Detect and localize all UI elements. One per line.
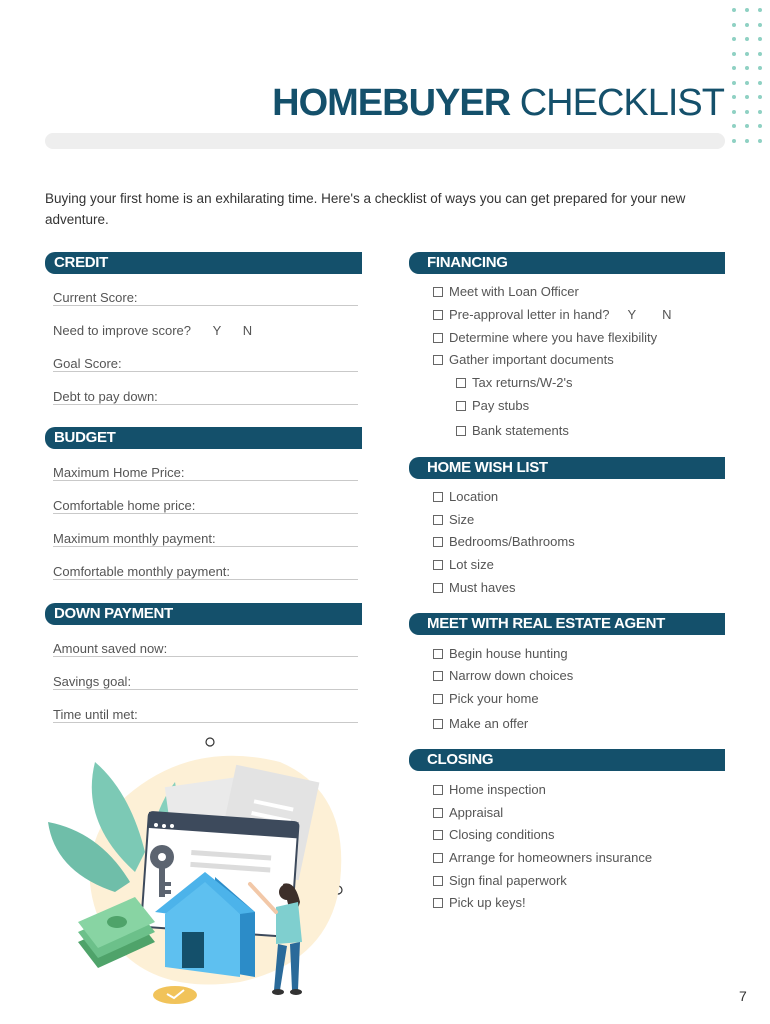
checklist-subitem[interactable]	[456, 375, 573, 390]
checklist-item[interactable]	[433, 512, 474, 527]
decorative-dot	[732, 124, 736, 128]
checklist-item[interactable]	[433, 307, 672, 322]
item-label: Narrow down choices	[449, 668, 574, 683]
checklist-item[interactable]	[433, 668, 573, 683]
field-label: Current Score:	[53, 290, 138, 305]
intro-text: Buying your first home is an exhilarating time. Here's a checklist of ways you can get prepared for your new adventure.	[45, 191, 686, 227]
decorative-dot	[745, 95, 749, 99]
decorative-dot	[732, 95, 736, 99]
checklist-item[interactable]	[433, 895, 526, 910]
fill-in-line	[53, 404, 358, 405]
budget-max-price-field[interactable]	[53, 463, 358, 483]
checkbox-icon[interactable]	[433, 808, 443, 818]
checklist-item[interactable]	[433, 580, 515, 595]
decorative-dot	[745, 124, 749, 128]
fill-in-line	[53, 656, 358, 657]
decorative-dot	[758, 124, 762, 128]
item-label: Bedrooms/Bathrooms	[449, 534, 575, 549]
decorative-dot	[758, 139, 762, 143]
checkbox-icon[interactable]	[433, 583, 443, 593]
decorative-dot	[758, 23, 762, 27]
checklist-item[interactable]	[433, 352, 614, 367]
checkbox-icon[interactable]	[433, 287, 443, 297]
checkbox-icon[interactable]	[433, 898, 443, 908]
decorative-dot	[758, 66, 762, 70]
item-label: Pick up keys!	[449, 895, 526, 910]
item-label: Determine where you have flexibility	[449, 330, 658, 345]
budget-header: BUDGET	[45, 427, 362, 449]
agent-header: MEET WITH REAL ESTATE AGENT	[409, 613, 725, 635]
item-label: Meet with Loan Officer	[449, 284, 579, 299]
checkbox-icon[interactable]	[456, 426, 466, 436]
decorative-dot	[745, 37, 749, 41]
page-title	[272, 82, 724, 125]
checklist-item[interactable]	[433, 850, 652, 865]
decorative-dot	[745, 110, 749, 114]
decorative-dot	[758, 95, 762, 99]
wish-list-header: HOME WISH LIST	[409, 457, 725, 479]
fill-in-line	[53, 371, 358, 372]
credit-current-score-field[interactable]	[53, 288, 358, 308]
decorative-dot	[758, 81, 762, 85]
checkbox-icon[interactable]	[433, 694, 443, 704]
decorative-dot	[732, 23, 736, 27]
field-label: Maximum monthly payment:	[53, 531, 216, 546]
decorative-dot	[732, 8, 736, 12]
item-label: Location	[449, 489, 499, 504]
field-label: Debt to pay down:	[53, 389, 158, 404]
decorative-dot	[732, 139, 736, 143]
no-option[interactable]: N	[662, 307, 672, 322]
checklist-subitem[interactable]	[456, 398, 529, 413]
down-payment-time-field[interactable]	[53, 705, 358, 725]
title-underline-bar	[45, 133, 725, 149]
checklist-item[interactable]	[433, 782, 546, 797]
item-label: Pick your home	[449, 691, 539, 706]
decorative-dot-grid	[728, 6, 768, 154]
credit-improve-score-field[interactable]	[53, 321, 358, 341]
credit-debt-field[interactable]	[53, 387, 358, 407]
decorative-dot	[732, 110, 736, 114]
checklist-item[interactable]	[433, 557, 494, 572]
checklist-item[interactable]	[433, 716, 528, 731]
decorative-dot	[745, 23, 749, 27]
item-label: Sign final paperwork	[449, 873, 567, 888]
item-label: Size	[449, 512, 475, 527]
checklist-subitem[interactable]	[456, 423, 569, 438]
page-number: 7	[739, 988, 747, 1004]
coin-icon	[153, 986, 197, 1004]
budget-comfortable-price-field[interactable]	[53, 496, 358, 516]
fill-in-line	[53, 722, 358, 723]
field-label: Comfortable monthly payment:	[53, 564, 231, 579]
item-label: Home inspection	[449, 782, 546, 797]
decorative-dot	[745, 66, 749, 70]
item-label: Must haves	[449, 580, 516, 595]
down-payment-goal-field[interactable]	[53, 672, 358, 692]
checkbox-icon[interactable]	[433, 492, 443, 502]
improve-score-label: Need to improve score?	[53, 323, 192, 338]
fill-in-line	[53, 513, 358, 514]
decorative-dot	[745, 81, 749, 85]
decorative-dot	[732, 37, 736, 41]
field-label: Goal Score:	[53, 356, 122, 371]
item-label: Closing conditions	[449, 827, 555, 842]
decorative-dot	[732, 52, 736, 56]
page-title-bold: HOMEBUYER	[272, 82, 511, 124]
down-payment-saved-field[interactable]	[53, 639, 358, 659]
homebuyer-illustration	[40, 732, 370, 1012]
checklist-item[interactable]	[433, 873, 567, 888]
decorative-dot	[732, 81, 736, 85]
checkbox-icon[interactable]	[433, 830, 443, 840]
page-title-light: CHECKLIST	[519, 82, 724, 124]
item-label: Lot size	[449, 557, 494, 572]
field-label: Maximum Home Price:	[53, 465, 185, 480]
item-label: Bank statements	[472, 423, 569, 438]
checkbox-icon[interactable]	[433, 560, 443, 570]
item-label: Pre-approval letter in hand?	[449, 307, 610, 322]
item-label: Gather important documents	[449, 352, 614, 367]
field-label: Time until met:	[53, 707, 138, 722]
fill-in-line	[53, 579, 358, 580]
field-label: Amount saved now:	[53, 641, 168, 656]
checkbox-icon[interactable]	[433, 537, 443, 547]
checkbox-icon[interactable]	[433, 719, 443, 729]
field-label: Savings goal:	[53, 674, 132, 689]
budget-max-monthly-field[interactable]	[53, 529, 358, 549]
decorative-dot	[732, 66, 736, 70]
item-label: Pay stubs	[472, 398, 530, 413]
no-option[interactable]: N	[242, 323, 253, 338]
decorative-dot	[758, 52, 762, 56]
checkbox-icon[interactable]	[433, 515, 443, 525]
item-label: Tax returns/W-2's	[472, 375, 573, 390]
closing-header: CLOSING	[409, 749, 725, 771]
checkbox-icon[interactable]	[433, 649, 443, 659]
checkbox-icon[interactable]	[456, 401, 466, 411]
fill-in-line	[53, 546, 358, 547]
yes-option[interactable]: Y	[212, 323, 222, 338]
fill-in-line	[53, 305, 358, 306]
decorative-dot	[745, 52, 749, 56]
decorative-dot	[758, 8, 762, 12]
fill-in-line	[53, 480, 358, 481]
field-label: Comfortable home price:	[53, 498, 196, 513]
checkbox-icon[interactable]	[433, 333, 443, 343]
checklist-item[interactable]	[433, 827, 555, 842]
yes-option[interactable]: Y	[627, 307, 637, 322]
budget-comfortable-monthly-field[interactable]	[53, 562, 358, 582]
item-label: Begin house hunting	[449, 646, 568, 661]
fill-in-line	[53, 689, 358, 690]
item-label: Make an offer	[449, 716, 529, 731]
checklist-item[interactable]	[433, 805, 503, 820]
checklist-item[interactable]	[433, 489, 498, 504]
checkbox-icon[interactable]	[433, 853, 443, 863]
decorative-dot	[758, 37, 762, 41]
decorative-dot	[745, 139, 749, 143]
financing-header: FINANCING	[409, 252, 725, 274]
field-label	[53, 323, 252, 338]
down-payment-header: DOWN PAYMENT	[45, 603, 362, 625]
decorative-dot	[758, 110, 762, 114]
checkbox-icon[interactable]	[433, 310, 443, 320]
checklist-item[interactable]	[433, 534, 575, 549]
credit-header: CREDIT	[45, 252, 362, 274]
checkbox-icon[interactable]	[433, 785, 443, 795]
item-label: Arrange for homeowners insurance	[449, 850, 653, 865]
checkbox-icon[interactable]	[433, 671, 443, 681]
decorative-dot	[745, 8, 749, 12]
checklist-item[interactable]	[433, 691, 539, 706]
checkbox-icon[interactable]	[456, 378, 466, 388]
credit-goal-score-field[interactable]	[53, 354, 358, 374]
checkbox-icon[interactable]	[433, 355, 443, 365]
decorative-circle	[206, 738, 214, 746]
checklist-item[interactable]	[433, 646, 568, 661]
item-label: Appraisal	[449, 805, 504, 820]
checkbox-icon[interactable]	[433, 876, 443, 886]
checklist-item[interactable]	[433, 284, 579, 299]
checklist-item[interactable]	[433, 330, 657, 345]
